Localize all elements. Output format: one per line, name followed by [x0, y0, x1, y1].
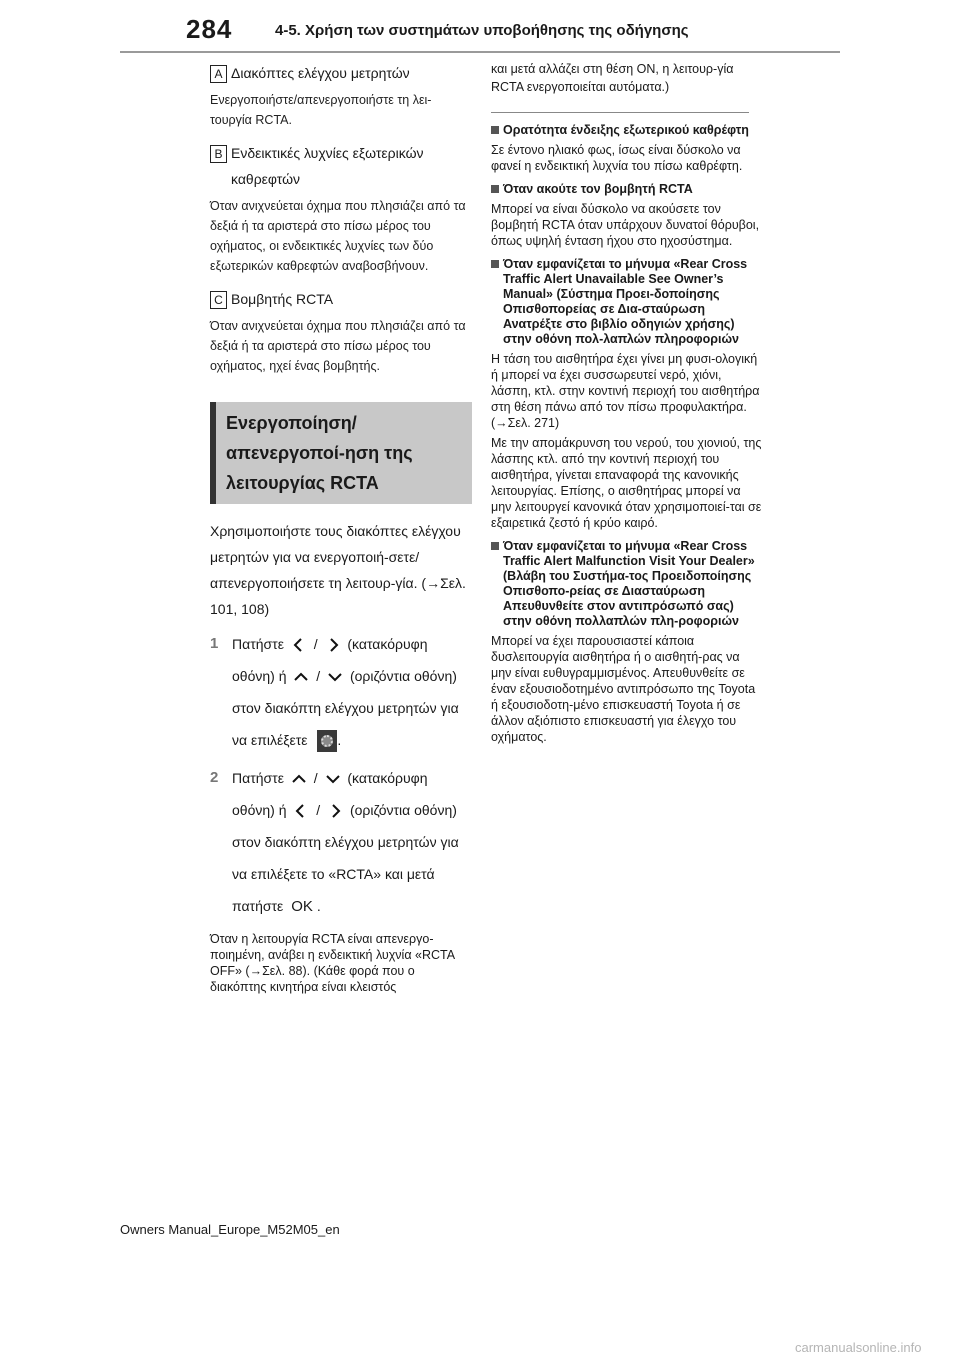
note-3-heading-text: Όταν εμφανίζεται το μήνυμα «Rear Cross Traffic Alert Unavailable See Owner’s Manual» (Σύστημα Προει-δοποίησης Οπισθοπορείας σε Δια-σταύρωση Ανατρέξτε στο βιβλίο οδηγιών χρήσης) στην οθόνη πολ-λαπλών πληροφοριών — [503, 257, 748, 346]
item-c-heading — [210, 286, 472, 312]
item-b-title: Ενδεικτικές λυχνίες εξωτερικών καθρεφτών — [231, 145, 424, 187]
note-4-body: Μπορεί να έχει παρουσιαστεί κάποια δυσλειτουργία αισθητήρα ή ο αισθητή-ρας να μην είναι ευθυγραμμισμένος. Απευθυνθείτε σε έναν εξουσιοδοτημένο αντιπρόσωπο της Toyota ή εξουσιοδοτη-μένο επισκευαστή Toyota ή σε άλλον αξιόπιστο επισκευαστή για έλεγχο του οχήματος. — [491, 634, 756, 744]
item-c — [210, 286, 472, 376]
item-c-title: Βομβητής RCTA — [231, 291, 334, 307]
item-a-heading — [210, 60, 472, 86]
square-bullet-icon — [491, 126, 499, 134]
chevron-right-icon — [326, 638, 340, 652]
chevron-right-icon — [328, 804, 342, 818]
item-b-letter: B — [210, 145, 227, 163]
right-column — [491, 60, 763, 745]
gear-icon — [317, 730, 337, 752]
footer-doc-id: Owners Manual_Europe_M52M05_en — [120, 1222, 340, 1237]
note-1-heading — [491, 123, 763, 138]
item-a-title: Διακόπτες ελέγχου μετρητών — [231, 65, 410, 81]
item-a-description: Ενεργοποιήστε/απενεργοποιήστε τη λει-τουργία RCTA. — [210, 93, 432, 127]
feature-footnote: Όταν η λειτουργία RCTA είναι απενεργο-ποιημένη, ανάβει η ενδεικτική λυχνία «RCTA OFF» (→Σελ. 88). (Κάθε φορά που ο διακόπτης κινητήρα είναι κλειστός — [210, 932, 455, 994]
feature-intro: Χρησιμοποιήστε τους διακόπτες ελέγχου μετρητών για να ενεργοποιή-σετε/απενεργοποιήσετε τη λειτουρ-γία. (→Σελ. 101, 108) — [210, 523, 466, 617]
item-b-description: Όταν ανιχνεύεται όχημα που πλησιάζει από τα δεξιά ή τα αριστερά στο πίσω μέρος του οχήματος, οι ενδεικτικές λυχνίες των δύο εξωτερικών καθρεφτών αναβοσβήνουν. — [210, 199, 466, 273]
chevron-left-icon — [294, 804, 308, 818]
step-2-slash: / — [313, 770, 318, 786]
step-1-slash: / — [313, 636, 318, 652]
step-1-text-press: Πατήστε — [232, 636, 284, 652]
step-1-slash-2: / — [316, 668, 321, 684]
step-1-text-horizontal: (οριζόντια οθόνη) στον διακόπτη ελέγχου μετρητών για να επιλέξετε — [232, 668, 459, 748]
note-4-heading-text: Όταν εμφανίζεται το μήνυμα «Rear Cross Traffic Alert Malfunction Visit Your Dealer» (Βλάβη του Συστήμα-τος Προειδοποίησης Οπισθοπο-ρείας σε Διασταύρωση Απευθυνθείτε στον αντιπρόσωπό σας) στην οθόνη πολλαπλών πλη-ροφοριών — [503, 539, 755, 628]
step-2-text-vertical: (κατακόρυφη οθόνη) ή — [232, 770, 428, 818]
note-2-body: Μπορεί να είναι δύσκολο να ακούσετε τον βομβητή RCTA όταν υπάρχουν δυνατοί θόρυβοι, όπως υψηλή ένταση ήχου στο ηχοσύστημα. — [491, 202, 760, 248]
right-intro: και μετά αλλάζει στη θέση ON, η λειτουρ-γία RCTA ενεργοποιείται αυτόματα.) — [491, 62, 734, 94]
chevron-down-icon — [328, 670, 342, 684]
square-bullet-icon — [491, 185, 499, 193]
step-2-period: . — [316, 898, 321, 914]
left-column — [210, 60, 472, 995]
note-1-heading-text: Ορατότητα ένδειξης εξωτερικού καθρέφτη — [503, 123, 749, 137]
step-1-period: . — [337, 732, 342, 748]
note-3-body-2: Με την απομάκρυνση του νερού, του χιονιού, της λάσπης κτλ. από την κοντινή περιοχή του αισθητήρα, γίνεται επαναφορά της κανονικής λειτουργίας. Επίσης, ο αισθητήρας μπορεί να μην λειτουργεί κανονικά όταν χρησιμοποιεί-ται σε εξαιρετικά ζεστό ή κρύο καιρό. — [491, 436, 762, 530]
step-2-slash-2: / — [316, 802, 321, 818]
chevron-down-icon — [326, 772, 340, 786]
note-3-heading — [491, 257, 763, 347]
note-4 — [491, 539, 763, 745]
page-number: 284 — [186, 14, 233, 44]
square-bullet-icon — [491, 260, 499, 268]
step-2-number: 2 — [210, 769, 219, 786]
header-divider — [120, 51, 840, 53]
footer-watermark: carmanualsonline.info — [795, 1340, 922, 1355]
section-title: 4-5. Χρήση των συστημάτων υποβοήθησης της οδήγησης — [275, 22, 689, 39]
step-2-text-press: Πατήστε — [232, 770, 284, 786]
chevron-up-icon — [292, 772, 306, 786]
step-1-number: 1 — [210, 635, 219, 652]
note-3-body-1: Η τάση του αισθητήρα έχει γίνει μη φυσι-ολογική ή μπορεί να έχει συσσωρευτεί νερό, χιόνι, λάσπη, κτλ. στην κοντινή περιοχή του αισθητήρα στη θέση πάνω από τον πίσω προφυλακτήρα. (→Σελ. 271) — [491, 352, 760, 430]
step-1-text-vertical: (κατακόρυφη οθόνη) ή — [232, 636, 428, 684]
note-2 — [491, 182, 763, 249]
note-3 — [491, 257, 763, 531]
note-2-heading-text: Όταν ακούτε τον βομβητή RCTA — [503, 182, 693, 196]
step-2 — [210, 762, 472, 923]
item-b — [210, 140, 472, 276]
feature-heading-banner: Ενεργοποίηση/απενεργοποί-ηση της λειτουργίας RCTA — [210, 402, 472, 504]
ok-button-glyph: OK — [291, 898, 313, 915]
note-4-heading — [491, 539, 763, 629]
item-a — [210, 60, 472, 130]
note-2-heading — [491, 182, 763, 197]
chevron-up-icon — [294, 670, 308, 684]
notes-divider — [491, 112, 749, 113]
item-b-heading — [210, 140, 472, 192]
step-1 — [210, 628, 472, 756]
item-a-letter: A — [210, 65, 227, 83]
square-bullet-icon — [491, 542, 499, 550]
note-1 — [491, 123, 763, 174]
note-1-body: Σε έντονο ηλιακό φως, ίσως είναι δύσκολο να φανεί η ενδεικτική λυχνία του πίσω καθρέφτη. — [491, 143, 743, 173]
chevron-left-icon — [292, 638, 306, 652]
item-c-description: Όταν ανιχνεύεται όχημα που πλησιάζει από τα δεξιά ή τα αριστερά στο πίσω μέρος του οχήματος, ηχεί ένας βομβητής. — [210, 319, 466, 373]
item-c-letter: C — [210, 291, 227, 309]
step-2-text-horizontal: (οριζόντια οθόνη) στον διακόπτη ελέγχου μετρητών για να επιλέξετε το «RCTA» και μετά πατήστε — [232, 802, 459, 914]
